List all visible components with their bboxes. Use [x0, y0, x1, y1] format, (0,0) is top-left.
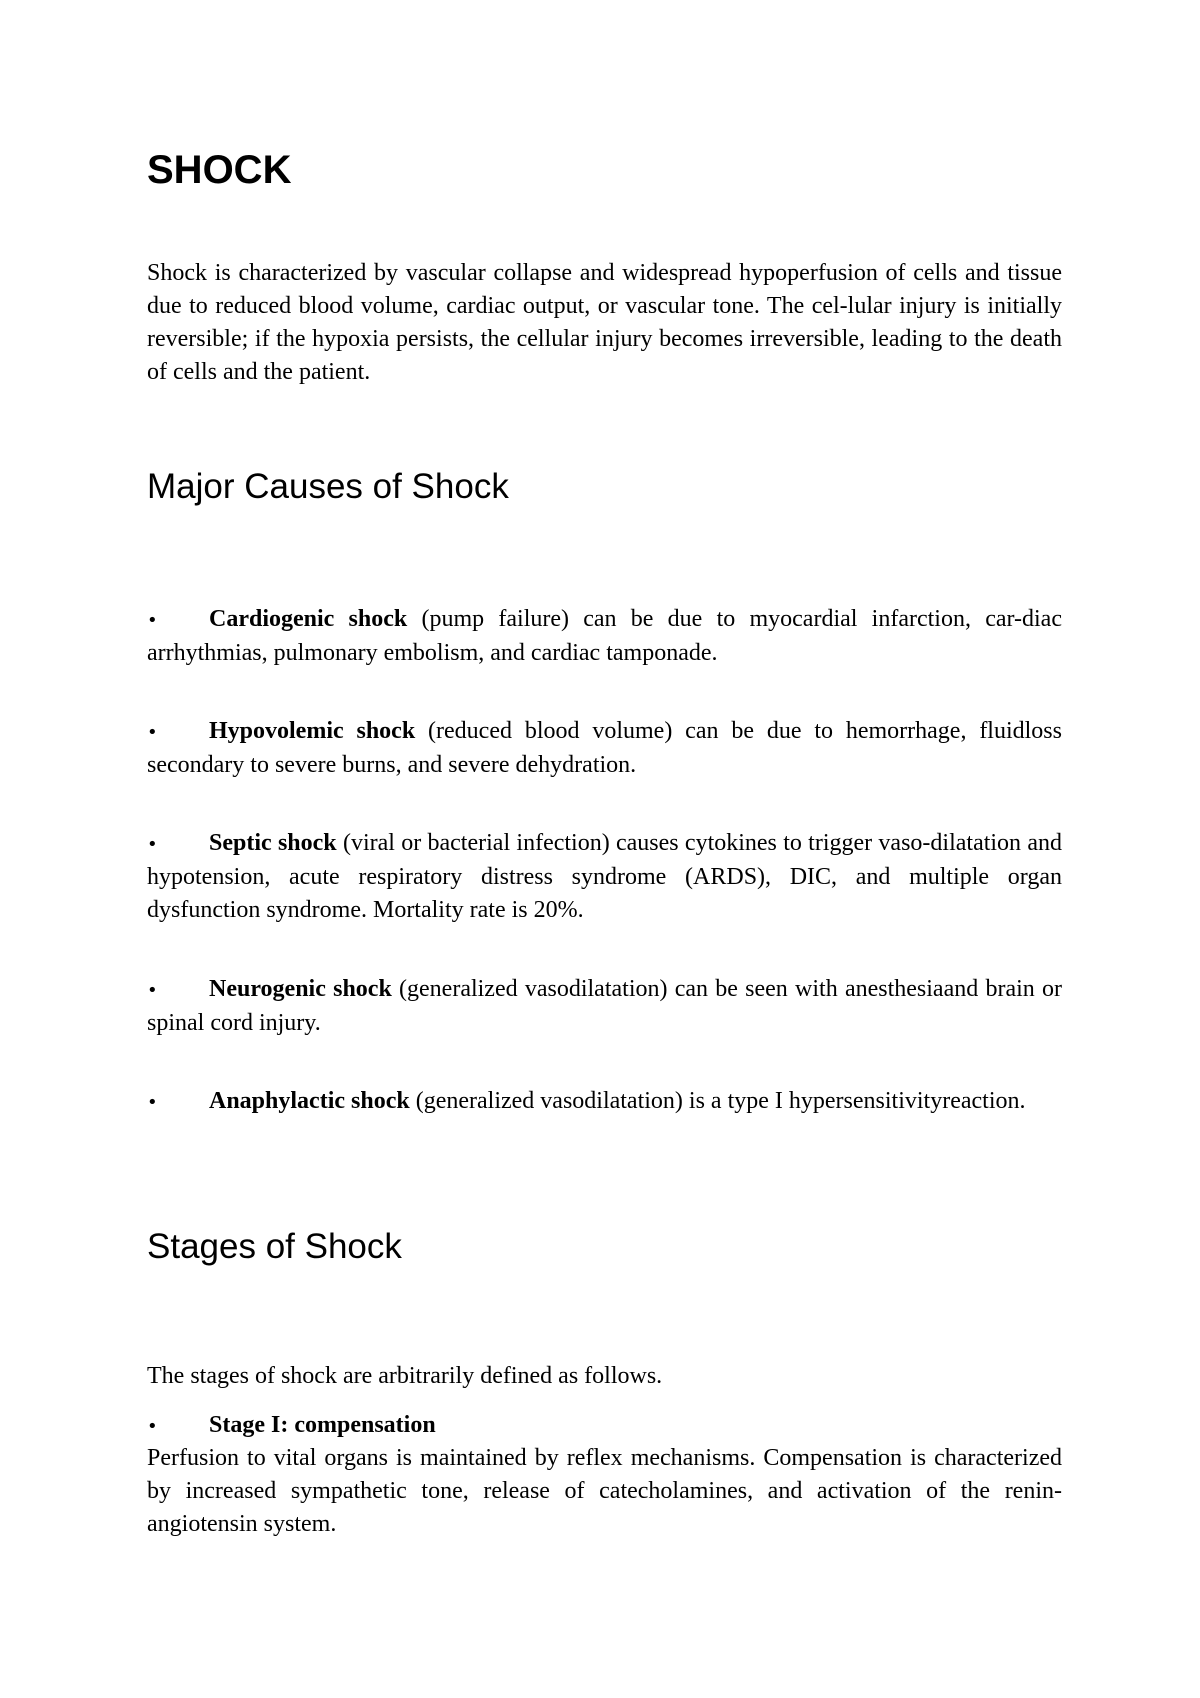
cause-item-septic	[147, 827, 1062, 927]
cause-term: Septic shock	[209, 830, 337, 856]
document-title: SHOCK	[147, 148, 292, 192]
stage-1-title	[147, 1409, 1062, 1443]
stages-heading: Stages of Shock	[147, 1227, 402, 1266]
stage-1-title-text: Stage I: compensation	[209, 1412, 436, 1438]
cause-text: (viral or bacterial infection) causes cytokines to trigger vaso-dilatation and hypotension, acute respiratory distress syndrome (ARDS), DIC, and multiple organ dysfunction syndrome. Mortality rate is 20%.	[147, 830, 1062, 923]
causes-heading: Major Causes of Shock	[147, 467, 509, 506]
bullet-icon: •	[147, 834, 158, 855]
cause-text: (generalized vasodilatation) can be seen with anesthesiaand brain or spinal cord injury.	[147, 976, 1062, 1036]
cause-term: Hypovolemic shock	[209, 718, 416, 744]
intro-paragraph: Shock is characterized by vascular collapse and widespread hypoperfusion of cells and tissue due to reduced blood volume, cardiac output, or vascular tone. The cel-lular injury is initially reversible; if the hypoxia persists, the cellular injury becomes irreversible, leading to the death of cells and the patient.	[147, 260, 1062, 385]
cause-term: Cardiogenic shock	[209, 606, 408, 632]
bullet-icon: •	[147, 610, 158, 631]
cause-text: (generalized vasodilatation) is a type I hypersensitivityreaction.	[409, 1088, 1026, 1114]
cause-item-anaphylactic	[147, 1085, 1062, 1119]
cause-term: Neurogenic shock	[209, 976, 392, 1002]
bullet-icon: •	[147, 1416, 158, 1437]
bullet-icon: •	[147, 722, 158, 743]
stage-1-text: Perfusion to vital organs is maintained by reflex mechanisms. Compensation is characterized by increased sympathetic tone, release of catecholamines, and activation of the renin-angiotensin system.	[147, 1445, 1062, 1537]
bullet-icon: •	[147, 1092, 158, 1113]
cause-item-hypovolemic	[147, 715, 1062, 782]
cause-text: (pump failure) can be due to myocardial infarction, car-diac arrhythmias, pulmonary embolism, and cardiac tamponade.	[147, 606, 1062, 666]
cause-item-cardiogenic	[147, 603, 1062, 670]
stages-intro: The stages of shock are arbitrarily defined as follows.	[147, 1363, 663, 1389]
cause-text: (reduced blood volume) can be due to hemorrhage, fluidloss secondary to severe burns, and severe dehydration.	[147, 718, 1062, 778]
cause-item-neurogenic	[147, 973, 1062, 1040]
bullet-icon: •	[147, 980, 158, 1001]
cause-term: Anaphylactic shock	[209, 1088, 410, 1114]
